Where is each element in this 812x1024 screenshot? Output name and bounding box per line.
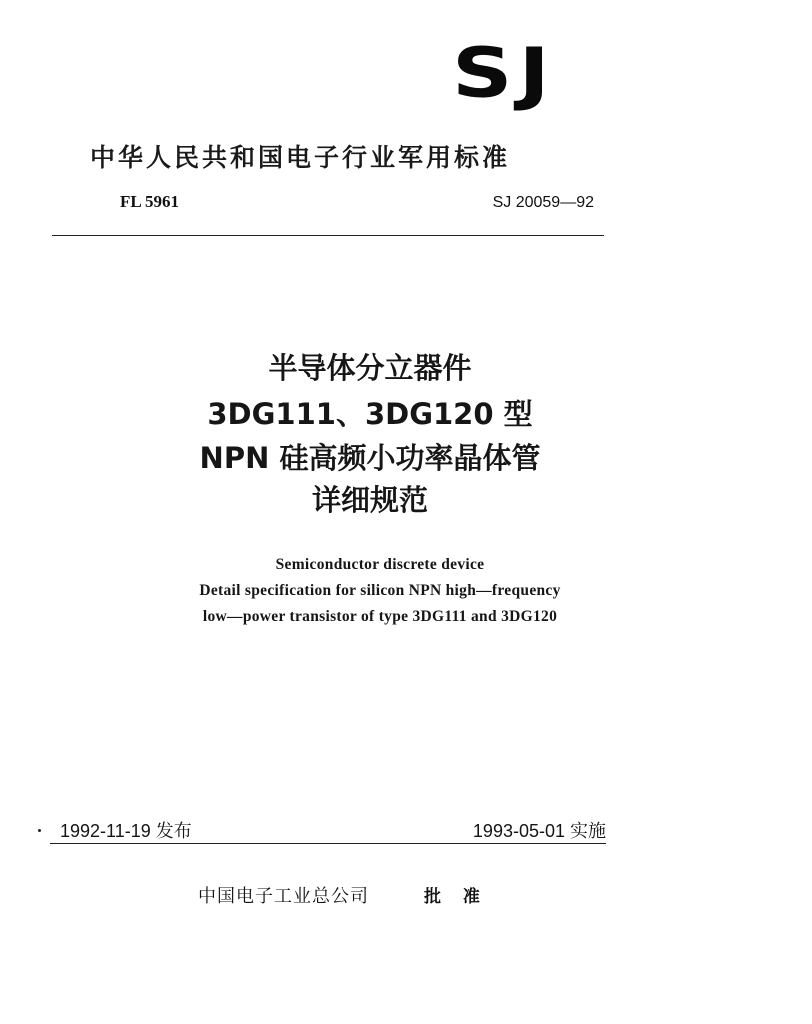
standard-number: SJ 20059—92 [492,194,594,211]
issue-date: 1992-11-19 发布 [60,821,192,841]
title-zh-line-1: 半导体分立器件 [268,351,472,385]
header-divider [52,235,604,236]
organization-title: 中华人民共和国电子行业军用标准 [90,143,511,172]
implementation-date: 1993-05-01 实施 [472,821,606,841]
title-en-line-1: Semiconductor discrete device [275,556,485,573]
title-en-line-3: low—power transistor of type 3DG111 and 3DG120 [202,608,558,625]
footer-divider [50,843,606,844]
title-zh-line-3: NPN 硅高频小功率晶体管 [199,441,541,475]
title-zh-line-2: 3DG111、3DG120 型 [207,397,533,431]
approval-label: 批 准 [424,887,488,907]
title-en-line-2: Detail specification for silicon NPN high—frequency [199,582,561,599]
title-zh-line-4: 详细规范 [311,483,428,517]
scan-speck [38,829,41,832]
approving-organization: 中国电子工业总公司 [198,886,369,907]
classification-code: FL 5961 [120,192,180,211]
sj-logo: SJ [452,32,556,114]
